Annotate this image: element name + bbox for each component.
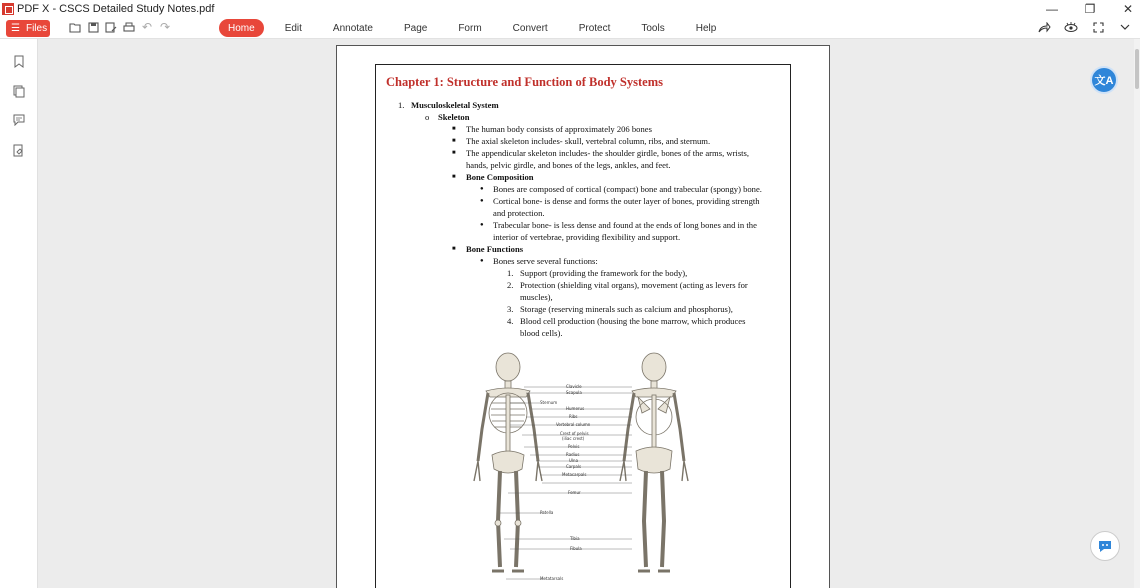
vertical-scrollbar[interactable] [1134, 39, 1140, 588]
function-item: Storage (reserving minerals such as calcium and phosphorus), [520, 304, 733, 314]
tab-help[interactable]: Help [695, 22, 717, 34]
tab-protect[interactable]: Protect [578, 22, 611, 34]
skeleton-point: The axial skeleton includes- skull, vertebral column, ribs, and sternum. [466, 136, 711, 146]
function-number: 1. [507, 268, 514, 278]
bullet-marker: ■ [452, 126, 456, 132]
tab-page[interactable]: Page [403, 22, 428, 34]
function-item: muscles), [520, 292, 553, 302]
translate-button[interactable] [1090, 66, 1118, 94]
chapter-title: Chapter 1: Structure and Function of Body Systems [386, 75, 663, 89]
files-label: Files [25, 23, 48, 34]
functions-intro: Bones serve several functions: [493, 256, 598, 266]
figure-label: Scapula [566, 390, 582, 395]
toolbar-right-icons [1037, 20, 1132, 34]
tab-home[interactable]: Home [219, 19, 264, 37]
left-sidebar [0, 39, 38, 588]
bookmark-icon[interactable] [12, 54, 26, 68]
pdf-app-logo-icon [2, 3, 14, 15]
section-number: 1. [398, 100, 405, 110]
function-item: Protection (shielding vital organs), movement (acting as levers for [520, 280, 748, 290]
function-number: 2. [507, 280, 514, 290]
function-item: blood cells). [520, 328, 563, 338]
bullet-marker: ■ [452, 246, 456, 252]
title-bar [0, 0, 1140, 17]
figure-label: Sternum [540, 400, 558, 405]
function-number: 3. [507, 304, 514, 314]
skeleton-point: hands, pelvic girdle, and bones of the legs, ankles, and feet. [466, 160, 671, 170]
composition-point: Cortical bone- is dense and forms the outer layer of bones, providing strength [493, 196, 760, 206]
scroll-thumb[interactable] [1135, 49, 1139, 89]
save-as-icon[interactable] [104, 20, 118, 34]
restore-button[interactable]: ❐ [1084, 1, 1096, 16]
menu-icon: ☰ [11, 23, 20, 34]
minimize-button[interactable]: — [1046, 1, 1058, 16]
figure-label: Metatarsals [540, 576, 564, 581]
skeleton-figure [456, 351, 706, 581]
open-folder-icon[interactable] [68, 20, 82, 34]
composition-point: Trabecular bone- is less dense and found at the ends of long bones and in the [493, 220, 757, 230]
fullscreen-icon[interactable] [1091, 20, 1105, 34]
redo-icon[interactable]: ↷ [159, 20, 171, 34]
figure-label: Metacarpals [562, 472, 587, 477]
tab-tools[interactable]: Tools [641, 22, 665, 34]
ribbon-menu [219, 19, 737, 37]
pdf-page [336, 45, 830, 588]
skeleton-point: The human body consists of approximately 206 bones [466, 124, 652, 134]
window-controls [1026, 0, 1140, 17]
sub-marker: o [425, 112, 430, 122]
bone-composition-heading: Bone Composition [466, 172, 534, 182]
undo-icon[interactable]: ↶ [141, 20, 153, 34]
tab-form[interactable]: Form [458, 22, 482, 34]
composition-point: Bones are composed of cortical (compact) bone and trabecular (spongy) bone. [493, 184, 762, 194]
page-content-frame [375, 64, 791, 588]
figure-label: Clavicle [566, 384, 582, 389]
figure-label: Tibia [570, 536, 580, 541]
document-viewer[interactable] [38, 39, 1134, 588]
sub-bullet-marker: ● [480, 198, 484, 204]
comments-icon[interactable] [12, 113, 26, 127]
figure-label: Fibula [570, 546, 582, 551]
bullet-marker: ■ [452, 174, 456, 180]
figure-label: Carpals [566, 464, 582, 469]
files-button[interactable] [6, 20, 50, 37]
close-button[interactable]: ✕ [1122, 1, 1134, 16]
figure-label: Vertebral column [556, 422, 591, 427]
figure-label: Humerus [566, 406, 585, 411]
bullet-marker: ■ [452, 150, 456, 156]
translate-icon: 文A [1094, 75, 1114, 87]
print-icon[interactable] [122, 20, 136, 34]
figure-label: (iliac crest) [562, 436, 585, 441]
save-icon[interactable] [86, 20, 100, 34]
skeleton-point: The appendicular skeleton includes- the shoulder girdle, bones of the arms, wrists, [466, 148, 750, 158]
tab-annotate[interactable]: Annotate [332, 22, 373, 34]
chevron-down-icon[interactable] [1118, 20, 1132, 34]
figure-label: Pelvis [568, 444, 580, 449]
signature-panel-icon[interactable] [12, 143, 26, 157]
bone-functions-heading: Bone Functions [466, 244, 524, 254]
figure-label: Ribs [569, 414, 578, 419]
sub-bullet-marker: ● [480, 186, 484, 192]
figure-label: Femur [568, 490, 581, 495]
tab-convert[interactable]: Convert [512, 22, 548, 34]
function-number: 4. [507, 316, 514, 326]
sub-bullet-marker: ● [480, 222, 484, 228]
sub-bullet-marker: ● [480, 258, 484, 264]
read-mode-icon[interactable] [1064, 20, 1078, 34]
section-title: Musculoskeletal System [411, 100, 499, 110]
main-toolbar [0, 17, 1140, 39]
chat-bubble-icon [1097, 539, 1113, 553]
function-item: Support (providing the framework for the body), [520, 268, 688, 278]
figure-label: Ulna [569, 458, 579, 463]
subsection-skeleton: Skeleton [438, 112, 470, 122]
figure-label: Radius [566, 452, 580, 457]
composition-point: and protection. [493, 208, 545, 218]
bullet-marker: ■ [452, 138, 456, 144]
function-item: Blood cell production (housing the bone marrow, which produces [520, 316, 746, 326]
thumbnails-icon[interactable] [12, 84, 26, 98]
composition-point: interior of vertebrae, providing flexibility and support. [493, 232, 681, 242]
figure-label: Patella [540, 510, 554, 515]
window-title: PDF X - CSCS Detailed Study Notes.pdf [17, 2, 215, 15]
tab-edit[interactable]: Edit [284, 22, 302, 34]
quick-access-bar [68, 20, 172, 34]
share-icon[interactable] [1037, 20, 1051, 34]
ai-chat-button[interactable] [1090, 531, 1120, 561]
figure-label: Crest of pelvis [560, 431, 589, 436]
